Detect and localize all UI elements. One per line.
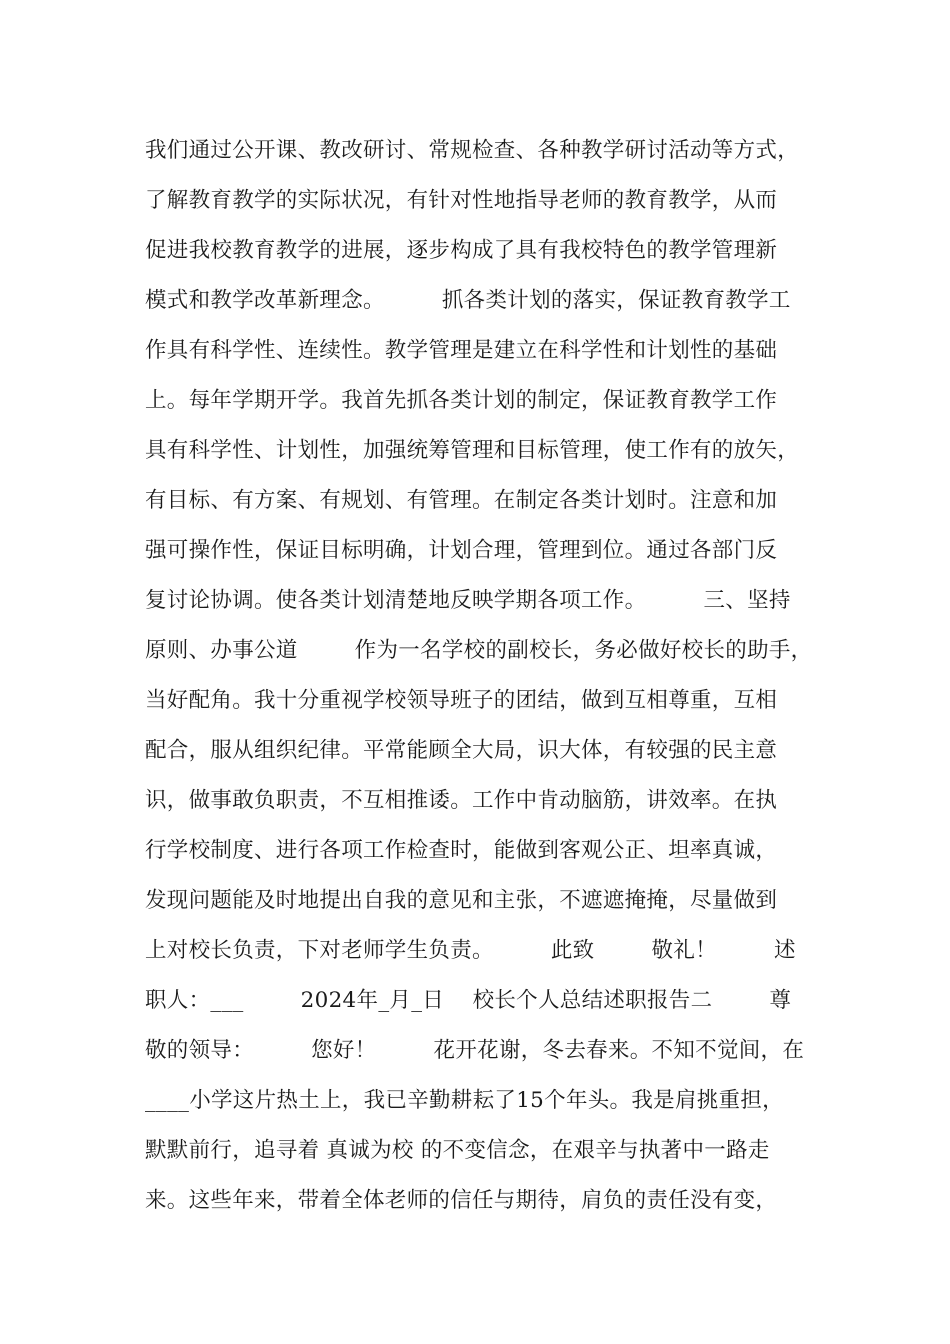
text-line-10: 复讨论协调。使各类计划清楚地反映学期各项工作。 三、坚持 (145, 588, 791, 613)
text-line-2: 了解教育教学的实际状况，有针对性地指导老师的教育教学，从而 (145, 188, 778, 213)
text-line-20: ____小学这片热土上，我已辛勤耕耘了15个年头。我是肩挑重担， (145, 1088, 784, 1113)
body-text (145, 126, 845, 1226)
text-line-8: 有目标、有方案、有规划、有管理。在制定各类计划时。注意和加 (145, 488, 778, 513)
text-line-9: 强可操作性，保证目标明确，计划合理，管理到位。通过各部门反 (145, 538, 778, 563)
text-line-19: 敬的领导： 您好！ 花开花谢，冬去春来。不知不觉间，在 (145, 1038, 805, 1063)
text-line-6: 上。每年学期开学。我首先抓各类计划的制定，保证教育教学工作 (145, 388, 778, 413)
text-line-18: 职人：___ 2024年_月_日 校长个人总结述职报告二 尊 (145, 988, 792, 1013)
text-line-1: 我们通过公开课、教改研讨、常规检查、各种教学研讨活动等方式， (145, 138, 800, 163)
text-line-15: 行学校制度、进行各项工作检查时，能做到客观公正、坦率真诚， (145, 838, 778, 863)
text-line-7: 具有科学性、计划性，加强统筹管理和目标管理，使工作有的放矢， (145, 438, 800, 463)
text-line-11: 原则、办事公道 作为一名学校的副校长，务必做好校长的助手， (145, 638, 813, 663)
text-line-3: 促进我校教育教学的进展，逐步构成了具有我校特色的教学管理新 (145, 238, 778, 263)
text-line-5: 作具有科学性、连续性。教学管理是建立在科学性和计划性的基础 (145, 338, 778, 363)
text-line-21: 默默前行，追寻着 真诚为校 的不变信念，在艰辛与执著中一路走 (145, 1138, 770, 1163)
text-line-17: 上对校长负责，下对老师学生负责。 此致 敬礼！ 述 (145, 938, 796, 963)
text-line-14: 识，做事敢负职责，不互相推诿。工作中肯动脑筋，讲效率。在执 (145, 788, 778, 813)
text-line-22: 来。这些年来，带着全体老师的信任与期待，肩负的责任没有变， (145, 1188, 778, 1213)
text-line-16: 发现问题能及时地提出自我的意见和主张，不遮遮掩掩，尽量做到 (145, 888, 778, 913)
text-line-4: 模式和教学改革新理念。 抓各类计划的落实，保证教育教学工 (145, 288, 791, 313)
text-line-12: 当好配角。我十分重视学校领导班子的团结，做到互相尊重，互相 (145, 688, 778, 713)
text-line-13: 配合，服从组织纪律。平常能顾全大局，识大体，有较强的民主意 (145, 738, 778, 763)
